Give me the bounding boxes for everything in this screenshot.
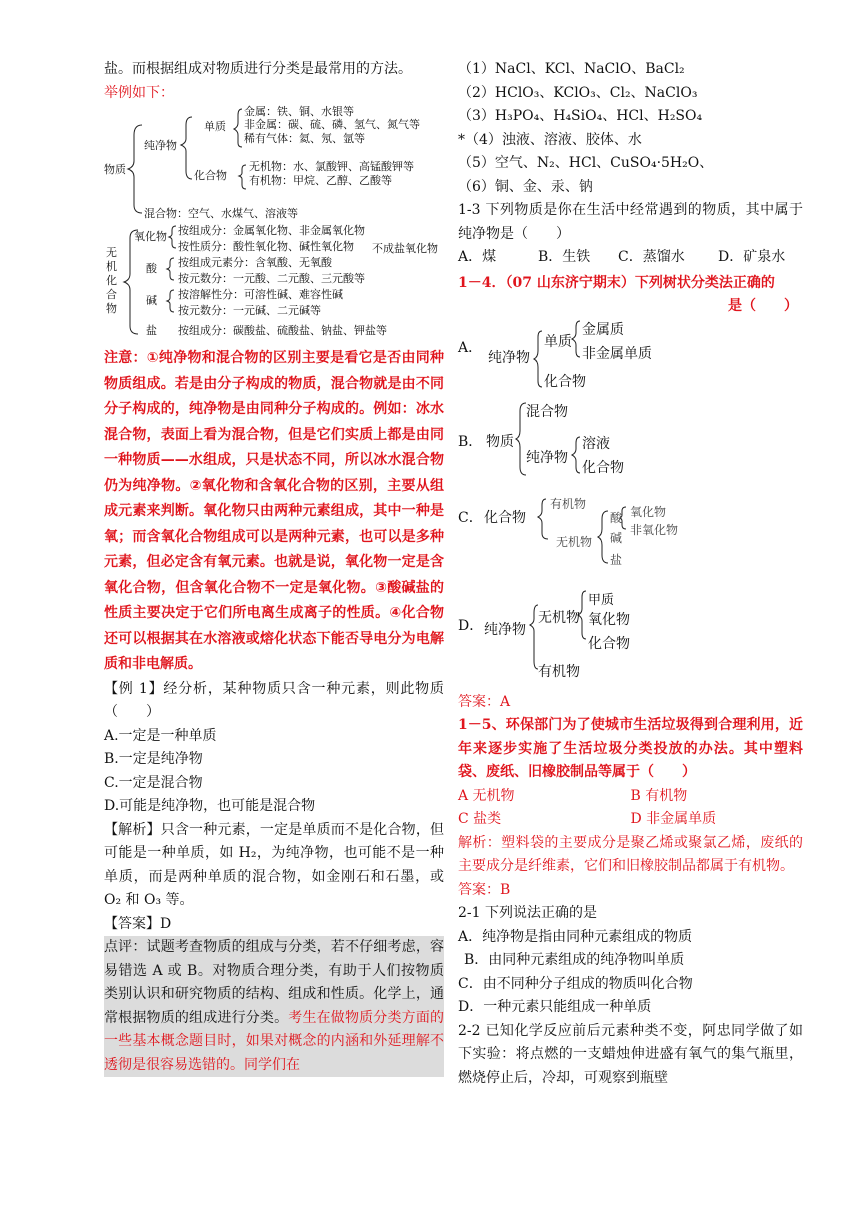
option-b-mid: 纯净物 <box>526 449 568 466</box>
comment-paragraph <box>104 936 444 1077</box>
option-a-leaf2: 非金属单质 <box>582 345 652 362</box>
q13-option-b: B．生铁 <box>538 249 591 265</box>
q15-options-row2 <box>458 808 803 832</box>
q15-answer: 答案：B <box>458 881 511 898</box>
option-a-mid: 单质 <box>544 333 572 350</box>
q21-option-b: B．由同种元素组成的纯净物叫单质 <box>464 952 685 968</box>
q21-option-d: D．一种元素只能组成一种单质 <box>458 999 652 1015</box>
example1-option-c: C.一定是混合物 <box>104 774 203 791</box>
tree2-root: 无机化合物 <box>106 246 117 315</box>
q15-option-a: A 无机物 <box>458 787 515 804</box>
tree-root: 物质 <box>104 163 126 176</box>
q21-option-a: A．纯净物是指由同种元素组成的物质 <box>458 928 693 945</box>
q15-options-row1 <box>458 785 803 809</box>
q14-option-c <box>458 495 803 577</box>
tree-noble: 稀有气体：氦、氖、氩等 <box>244 132 365 145</box>
q14-option-a <box>458 319 803 397</box>
example1-option-a: A.一定是一种单质 <box>104 727 217 744</box>
example1-option-d: D.可能是纯净物，也可能是混合物 <box>104 798 316 814</box>
q15-option-c: C 盐类 <box>458 811 502 827</box>
option-d-leaf1: 甲质 <box>588 592 615 608</box>
tree2-salt: 盐 <box>146 324 157 337</box>
right-column <box>458 58 803 1090</box>
q14-answer: 答案：A <box>458 693 511 710</box>
question-1-5: 1－5、环保部门为了使城市生活垃圾得到合理利用，近年来逐步实施了生活垃圾分类投放的办法。其中塑料袋、废纸、旧橡胶制品等属于（ ） <box>458 717 803 780</box>
question-2-1: 2-1 下列说法正确的是 <box>458 905 597 921</box>
q15-analysis: 解析：塑料袋的主要成分是聚乙烯或聚氯乙烯，废纸的主要成分是纤维素，它们和旧橡胶制品都属于有机物。 <box>458 834 803 874</box>
option-c-s2: 碱 <box>610 530 623 545</box>
option-d-mid: 无机物 <box>538 609 580 626</box>
tree2-oxide1: 按组成分：金属氧化物、非金属氧化物 <box>178 224 365 237</box>
option-d-leaf3: 化合物 <box>588 635 630 652</box>
comment-highlight: 考生在做物质分类方面的一些基本概念题目时，如果对概念的内涵和外延理解不透彻是很容易选错的。同学们在 <box>104 1009 445 1073</box>
option-b-leaf1: 溶液 <box>582 435 610 452</box>
tree-compound: 化合物 <box>194 169 227 182</box>
q14-option-b <box>458 401 803 483</box>
q14-option-d <box>458 589 803 687</box>
tree-mixture: 混合物：空气、水煤气、溶液等 <box>144 207 298 220</box>
tree2-oxide: 氧化物 <box>134 230 167 243</box>
tree2-base1: 按溶解性分：可溶性碱、难容性碱 <box>178 288 343 301</box>
option-c-leaf1: 氧化物 <box>630 504 667 519</box>
question-2-2: 2-2 已知化学反应前后元素种类不变，阿忠同学做了如下实验：将点燃的一支蜡烛伸进盛有氧气的集气瓶里，燃烧停止后，冷却，可观察到瓶壁 <box>458 1022 803 1086</box>
tree2-acid1: 按组成元素分：含氧酸、无氧酸 <box>178 256 332 269</box>
q14-title-text: 1－4．（07 山东济宁期末）下列树状分类法正确的 <box>458 274 775 291</box>
option-b-label: B． <box>458 433 483 450</box>
tree-organic: 有机物：甲烷、乙醇、乙酸等 <box>249 174 392 187</box>
group-line-1: （1）NaCl、KCl、NaClO、BaCl₂ <box>458 61 685 77</box>
question-1-3: 1-3 下列物质是你在生活中经常遇到的物质，其中属于纯净物是（ ） <box>458 202 803 242</box>
group-line-4: *（4）浊液、溶液、胶体、水 <box>458 131 642 148</box>
option-a-leaf1: 金属质 <box>582 321 624 338</box>
q14-title-tail: 是（ ） <box>728 298 798 314</box>
option-c-s3: 盐 <box>610 552 623 567</box>
tree2-acid: 酸 <box>146 262 157 275</box>
option-d-b: 有机物 <box>538 663 580 680</box>
example1-answer: 【答案】D <box>104 915 172 932</box>
group-line-2: （2）HClO₃、KClO₃、Cl₂、NaClO₃ <box>458 84 698 101</box>
tree2-oxide3: 不成盐氧化物 <box>372 242 438 255</box>
q15-option-d: D 非金属单质 <box>630 811 717 827</box>
tree2-base2: 按元数分：一元碱、二元碱等 <box>178 304 321 317</box>
tree-element: 单质 <box>204 120 226 133</box>
tree-nonmetal: 非金属：碳、硫、磷、氢气、氮气等 <box>244 118 420 131</box>
option-b-a: 混合物 <box>526 403 568 420</box>
example-heading: 举例如下： <box>104 84 174 101</box>
tree-metal: 金属：铁、铜、水银等 <box>244 105 354 118</box>
q15-option-b: B 有机物 <box>630 787 688 804</box>
option-d-root: 纯净物 <box>484 621 526 638</box>
intro-text: 盐。而根据组成对物质进行分类是最常用的方法。 <box>104 61 412 77</box>
option-d-label: D． <box>458 617 484 634</box>
option-c-label: C． <box>458 509 483 526</box>
option-b-leaf2: 化合物 <box>582 459 624 476</box>
question-1-3-options <box>458 246 803 270</box>
comment-text: 点评：试题考查物质的组成与分类，若不仔细考虑，容易错选 A 或 B。对物质合理分类，有助于人们按物质类别认识和研究物质的结构、组成和性质。化学上，通常根据物质的组成进行分类。 <box>104 939 444 1026</box>
option-d-leaf2: 氧化物 <box>588 611 630 628</box>
example1-analysis: 【解析】只含一种元素，一定是单质而不是化合物，但可能是一种单质，如 H₂，为纯净物，也可能不是一种单质，而是两种单质的混合物，如金刚石和石墨，或 O₂ 和 O₃ 等。 <box>104 821 444 908</box>
q21-option-c: C．由不同种分子组成的物质叫化合物 <box>458 975 693 992</box>
inorganic-compound-tree <box>104 224 444 342</box>
note-paragraph: 注意：①纯净物和混合物的区别主要是看它是否由同种物质组成。若是由分子构成的物质，混合物就是由不同分子构成的，纯净物是由同种分子构成的。例如：冰水混合物，表面上看为混合物，但是它们实质上都是由同一种物质——水组成，只是状态不同，所以冰水混合物仍为纯净物。②氧化物和含氧化合物的区别，主要从组成元素来判断。氧化物只由两种元素组成，其中一种是氧；而含氧化合物组成可以是两种元素，也可以是多种元素，但必定含有氧元素。也就是说，氧化物一定是含氧化合物，但含氧化合物不一定是氧化物。③酸碱盐的性质主要决定于它们所电离生成离子的性质。④化合物还可以根据其在水溶液或熔化状态下能否导电分为电解质和非电解质。 <box>104 350 444 672</box>
q13-option-d: D．矿泉水 <box>718 249 786 265</box>
substance-classification-tree <box>104 105 444 220</box>
question-1-4-title <box>458 272 803 319</box>
option-c-a: 有机物 <box>550 496 587 511</box>
tree2-salt1: 按组成分：碳酸盐、硫酸盐、钠盐、钾盐等 <box>178 324 387 337</box>
option-c-leaf2: 非氧化物 <box>630 522 679 537</box>
tree2-acid2: 按元数分：一元酸、二元酸、三元酸等 <box>178 272 365 285</box>
example1-title: 【例 1】经分析，某种物质只含一种元素，则此物质（ ） <box>104 680 444 720</box>
tree2-base: 碱 <box>146 294 157 307</box>
option-b-root: 物质 <box>486 433 514 450</box>
tree2-oxide2: 按性质分：酸性氧化物、碱性氧化物 <box>178 240 354 253</box>
left-column <box>104 58 444 1077</box>
tree-inorganic: 无机物：水、氯酸钾、高锰酸钾等 <box>249 160 414 173</box>
example1-option-b: B.一定是纯净物 <box>104 751 203 767</box>
group-line-3: （3）H₃PO₄、H₄SiO₄、HCl、H₂SO₄ <box>458 108 703 124</box>
tree-pure: 纯净物 <box>144 139 177 152</box>
group-line-6: （6）铜、金、汞、钠 <box>458 178 593 195</box>
option-c-s1: 酸 <box>610 510 623 525</box>
option-a-leaf3: 化合物 <box>544 373 586 390</box>
group-line-5: （5）空气、N₂、HCl、CuSO₄·5H₂O、 <box>458 155 714 171</box>
q13-option-a: A．煤 <box>458 249 497 265</box>
option-a-label: A． <box>458 339 483 356</box>
option-a-root: 纯净物 <box>488 349 530 366</box>
q13-option-c: C．蒸馏水 <box>618 249 685 265</box>
option-c-mid: 无机物 <box>556 534 593 549</box>
option-c-root: 化合物 <box>484 509 526 526</box>
